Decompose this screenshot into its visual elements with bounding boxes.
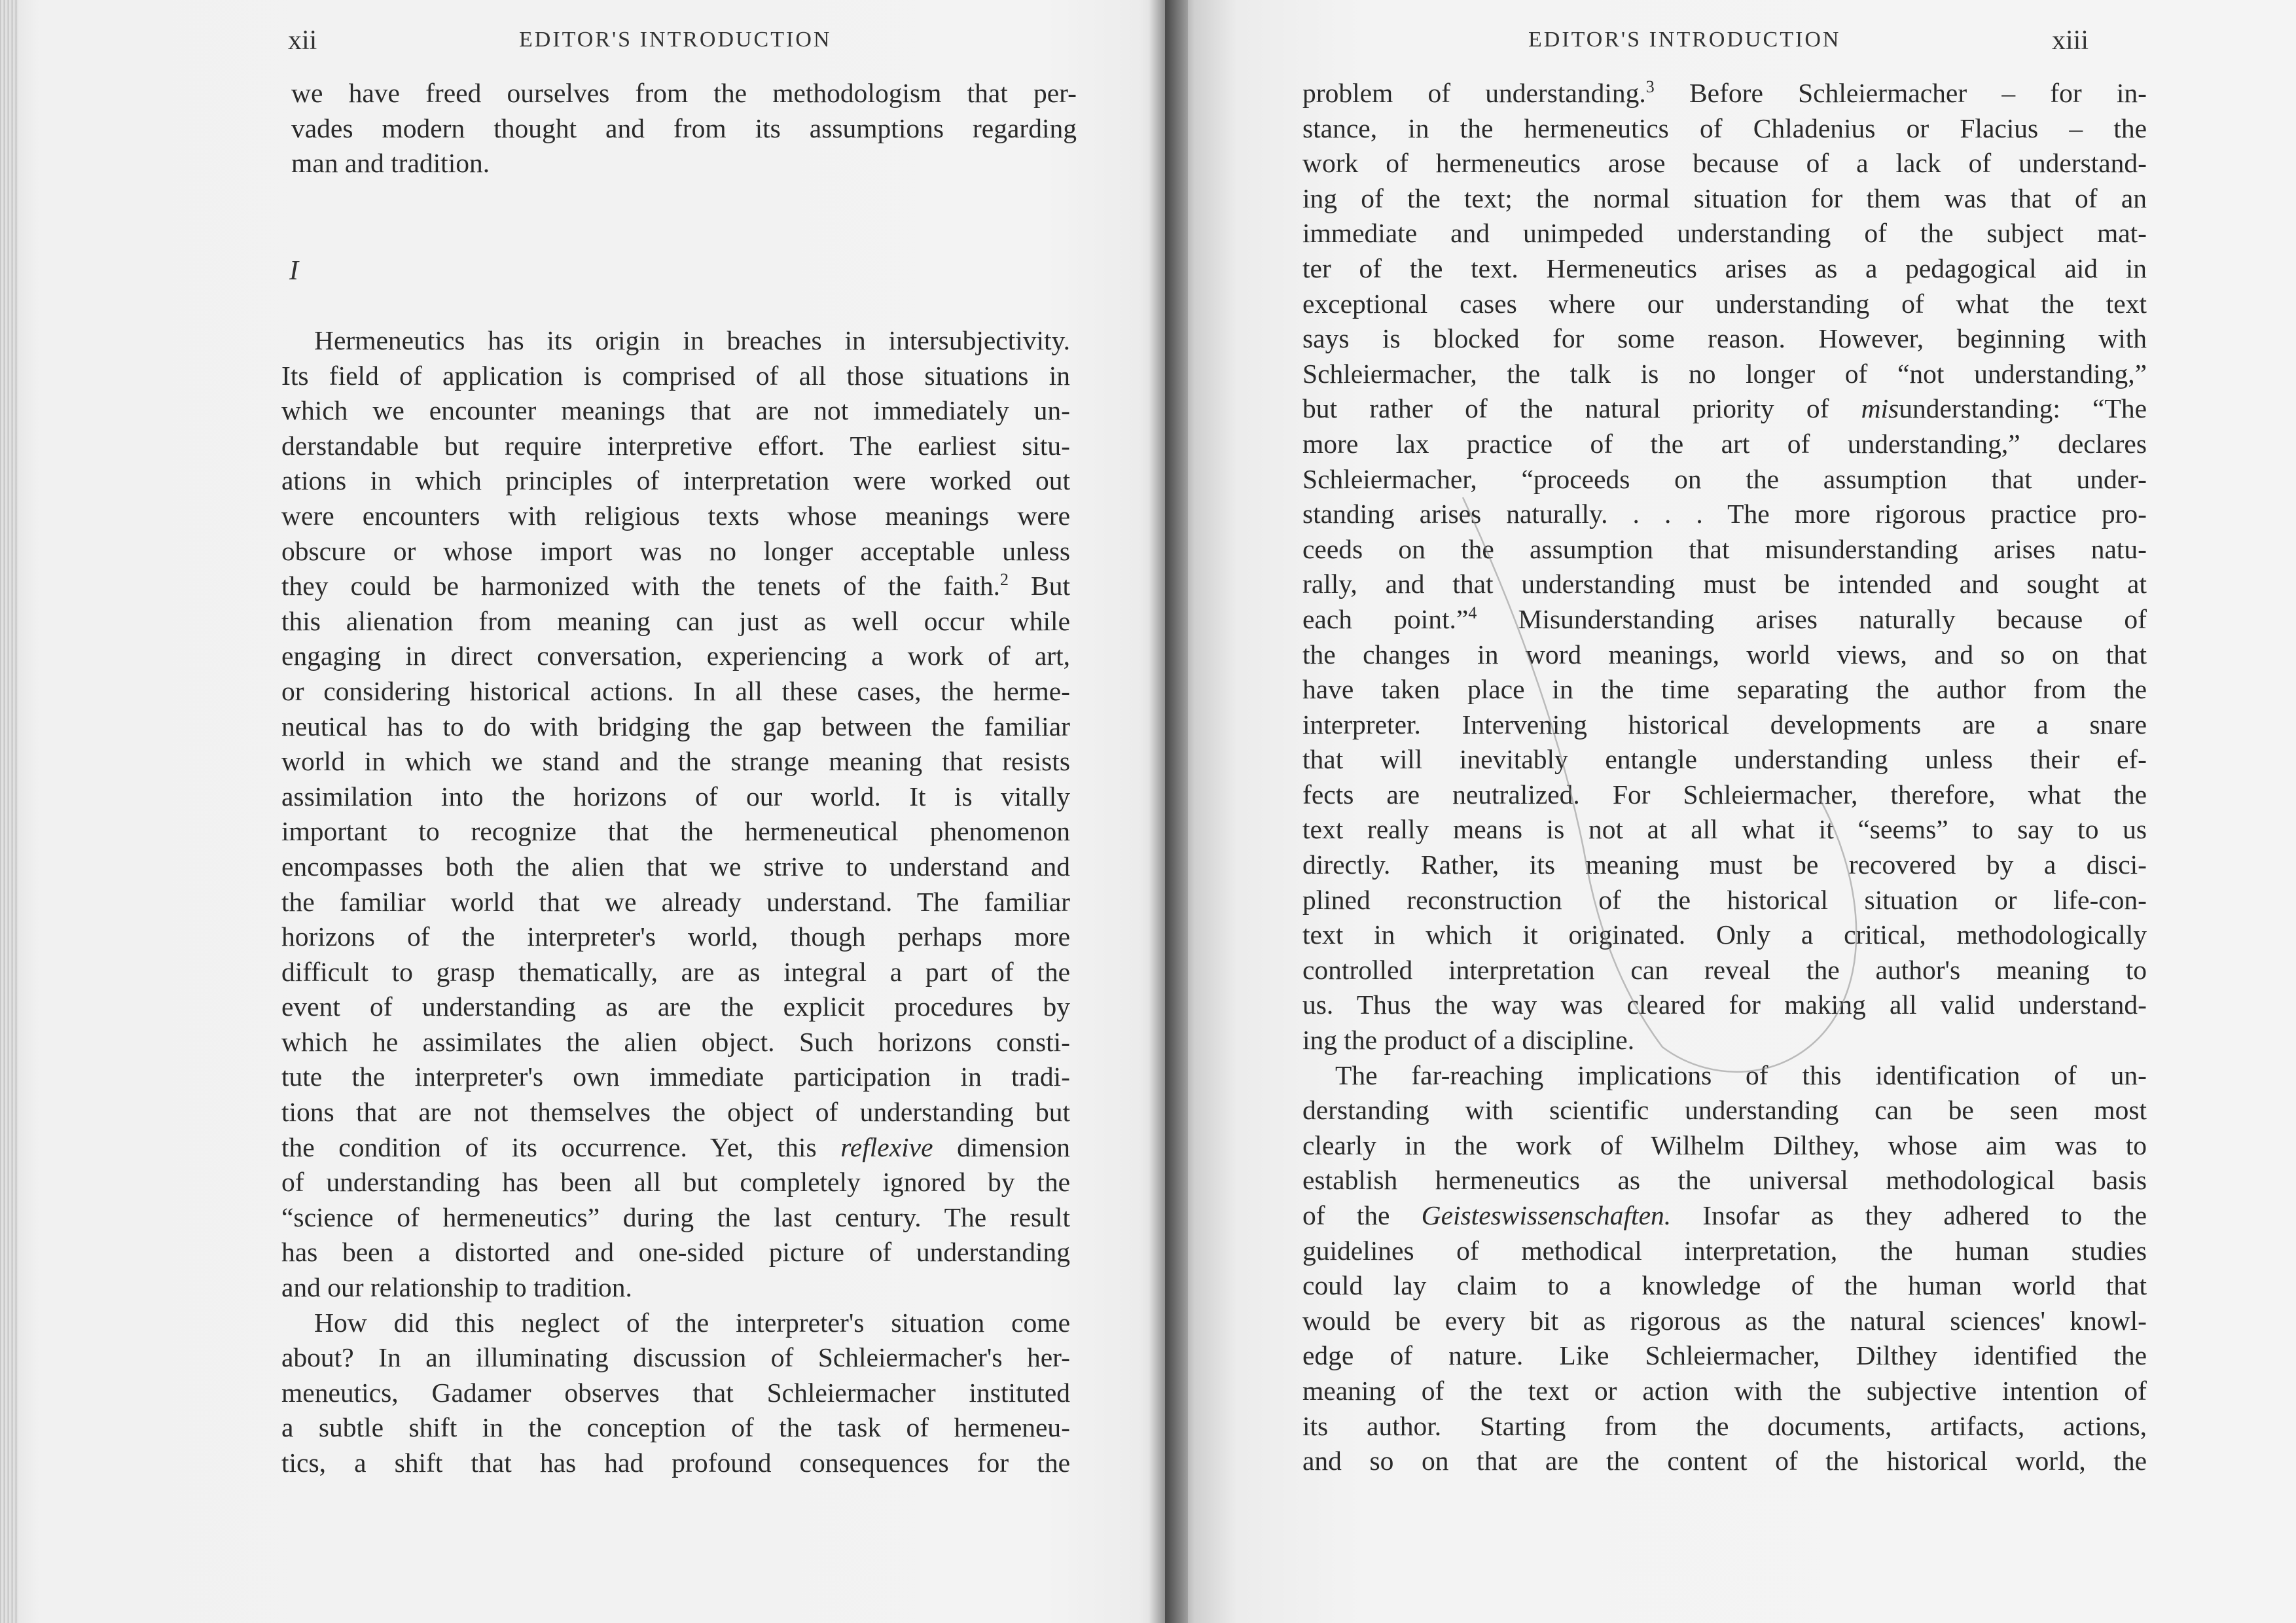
text-line: tute the interpreter's own immediate participation in tradi- [281, 1061, 1070, 1092]
line-text: Misunderstanding arises naturally because of [1477, 603, 2147, 634]
left-opening-text [291, 76, 1077, 181]
emphasis-mis: mis [1861, 393, 1899, 424]
right-page [1165, 0, 2296, 1623]
text-line: were encounters with religious texts whose meanings were [281, 500, 1070, 531]
text-line: standing arises naturally. . . . The more rigorous practice pro- [1302, 499, 2147, 529]
text-line: difficult to grasp thematically, are as integral a part of the [281, 956, 1070, 987]
text-line: and our relationship to tradition. [281, 1272, 632, 1303]
text-line: derstanding with scientific understanding can be seen most [1302, 1095, 2147, 1126]
text-line: man and tradition. [291, 148, 490, 179]
text-line: edge of nature. Like Schleiermacher, Dilthey identified the [1302, 1340, 2147, 1371]
line-text: dimension [933, 1132, 1070, 1162]
text-line: derstandable but require interpretive effort. The earliest situ- [281, 430, 1070, 461]
text-line: or considering historical actions. In all these cases, the herme- [281, 675, 1070, 706]
text-line: How did this neglect of the interpreter's situation come [314, 1307, 1070, 1338]
footnote-ref[interactable]: 4 [1468, 603, 1477, 623]
text-line: “science of hermeneutics” during the last century. The result [281, 1202, 1070, 1232]
text-line: important to recognize that the hermeneutical phenomenon [281, 816, 1070, 847]
text-line: neutical has to do with bridging the gap between the familiar [281, 711, 1070, 741]
text-line: tions that are not themselves the object of understanding but [281, 1097, 1070, 1128]
text-line: we have freed ourselves from the methodologism that per- [291, 78, 1077, 108]
text-line: tics, a shift that has had profound consequences for the [281, 1448, 1070, 1478]
gutter-shadow [1149, 0, 1188, 1623]
text-line: The far-reaching implications of this identification of un- [1335, 1060, 2147, 1090]
text-line: plined reconstruction of the historical situation or life-con- [1302, 884, 2147, 915]
right-paragraph-1 [1302, 76, 2147, 1479]
text-line: guidelines of methodical interpretation, the human studies [1302, 1235, 2147, 1266]
left-paragraph-1 [281, 323, 1070, 1481]
text-line: text in which it originated. Only a critical, methodologically [1302, 919, 2147, 950]
text-line: Schleiermacher, “proceeds on the assumption that under- [1302, 463, 2147, 494]
text-line: ceeds on the assumption that misunderstanding arises natu- [1302, 533, 2147, 564]
page-edges [0, 0, 18, 1623]
right-folio: xiii [2052, 26, 2089, 56]
text-line: have taken place in the time separating the author from the [1302, 674, 2147, 705]
line-text: of the [1302, 1200, 1422, 1230]
text-line: ing the product of a discipline. [1302, 1025, 1635, 1056]
text-line [1302, 1198, 2147, 1234]
text-line: meaning of the text or action with the subjective intention of [1302, 1375, 2147, 1406]
left-running-head: EDITOR'S INTRODUCTION [519, 27, 832, 52]
line-text: Before Schleiermacher – for in- [1654, 78, 2147, 108]
text-line: which we encounter meanings that are not immediately un- [281, 395, 1070, 426]
text-line: assimilation into the horizons of our world. It is vitally [281, 781, 1070, 812]
left-folio: xii [288, 26, 317, 56]
line-text: the condition of its occurrence. Yet, this [281, 1132, 841, 1162]
section-numeral: I [289, 256, 298, 286]
text-line: of understanding has been all but completely ignored by the [281, 1167, 1070, 1198]
text-line: interpreter. Intervening historical developments are a snare [1302, 709, 2147, 740]
text-line [281, 1130, 1070, 1166]
text-line: meneutics, Gadamer observes that Schleiermacher instituted [281, 1377, 1070, 1408]
text-line: immediate and unimpeded understanding of the subject mat- [1302, 218, 2147, 249]
text-line: exceptional cases where our understanding of what the text [1302, 288, 2147, 319]
text-line: could lay claim to a knowledge of the human world that [1302, 1270, 2147, 1301]
line-text: but rather of the natural priority of [1302, 393, 1861, 424]
line-text: each point.” [1302, 603, 1469, 634]
text-line: encompasses both the alien that we strive to understand and [281, 851, 1070, 882]
text-line: event of understanding as are the explicit procedures by [281, 991, 1070, 1022]
text-line [1302, 602, 2147, 637]
line-text: problem of understanding. [1302, 78, 1646, 108]
text-line: about? In an illuminating discussion of Schleiermacher's her- [281, 1342, 1070, 1373]
text-line: stance, in the hermeneutics of Chladenius or Flacius – the [1302, 113, 2147, 143]
text-line: vades modern thought and from its assumptions regarding [291, 113, 1077, 143]
text-line: establish hermeneutics as the universal methodological basis [1302, 1165, 2147, 1196]
text-line: fects are neutralized. For Schleiermacher, therefore, what the [1302, 779, 2147, 810]
text-line: rally, and that understanding must be intended and sought at [1302, 569, 2147, 599]
text-line: the familiar world that we already understand. The familiar [281, 886, 1070, 917]
text-line: its author. Starting from the documents, artifacts, actions, [1302, 1410, 2147, 1441]
text-line: engaging in direct conversation, experiencing a work of art, [281, 641, 1070, 671]
line-text: they could be harmonized with the tenets of the faith. [281, 571, 1000, 601]
text-line: says is blocked for some reason. However, beginning with [1302, 323, 2147, 354]
text-line: Hermeneutics has its origin in breaches in intersubjectivity. [314, 325, 1070, 355]
line-text: understanding: “The [1899, 393, 2147, 424]
text-line: world in which we stand and the strange meaning that resists [281, 746, 1070, 777]
text-line: ter of the text. Hermeneutics arises as a pedagogical aid in [1302, 253, 2147, 283]
text-line: controlled interpretation can reveal the author's meaning to [1302, 954, 2147, 985]
text-line: text really means is not at all what it “seems” to say to us [1302, 814, 2147, 845]
text-line: Its field of application is comprised of all those situations in [281, 360, 1070, 391]
text-line: horizons of the interpreter's world, though perhaps more [281, 921, 1070, 952]
text-line [1302, 391, 2147, 427]
text-line [1302, 76, 2147, 111]
text-line: ations in which principles of interpretation were worked out [281, 465, 1070, 496]
text-line: ing of the text; the normal situation for them was that of an [1302, 183, 2147, 213]
text-line: that will inevitably entangle understanding unless their ef- [1302, 744, 2147, 775]
text-line [281, 569, 1070, 604]
footnote-ref[interactable]: 2 [1000, 570, 1009, 590]
text-line: clearly in the work of Wilhelm Dilthey, whose aim was to [1302, 1130, 2147, 1160]
text-line: has been a distorted and one-sided picture of understanding [281, 1237, 1070, 1268]
text-line: the changes in word meanings, world views, and so on that [1302, 639, 2147, 669]
text-line: more lax practice of the art of understanding,” declares [1302, 428, 2147, 459]
line-text: Insofar as they adhered to the [1671, 1200, 2147, 1230]
text-line: a subtle shift in the conception of the task of hermeneu- [281, 1412, 1070, 1443]
text-line: us. Thus the way was cleared for making all valid understand- [1302, 990, 2147, 1020]
text-line: obscure or whose import was no longer acceptable unless [281, 535, 1070, 566]
text-line: Schleiermacher, the talk is no longer of “not understanding,” [1302, 358, 2147, 389]
text-line: would be every bit as rigorous as the natural sciences' knowl- [1302, 1305, 2147, 1336]
text-line: and so on that are the content of the historical world, the [1302, 1446, 2147, 1476]
emphasis-geisteswissenschaften: Geisteswissenschaften. [1421, 1200, 1672, 1230]
line-text: But [1009, 571, 1070, 601]
text-line: directly. Rather, its meaning must be recovered by a disci- [1302, 849, 2147, 880]
text-line: which he assimilates the alien object. Such horizons consti- [281, 1026, 1070, 1057]
right-running-head: EDITOR'S INTRODUCTION [1528, 27, 1841, 52]
footnote-ref[interactable]: 3 [1645, 77, 1655, 97]
text-line: work of hermeneutics arose because of a lack of understand- [1302, 148, 2147, 179]
emphasis-reflexive: reflexive [840, 1132, 933, 1162]
text-line: this alienation from meaning can just as well occur while [281, 605, 1070, 636]
